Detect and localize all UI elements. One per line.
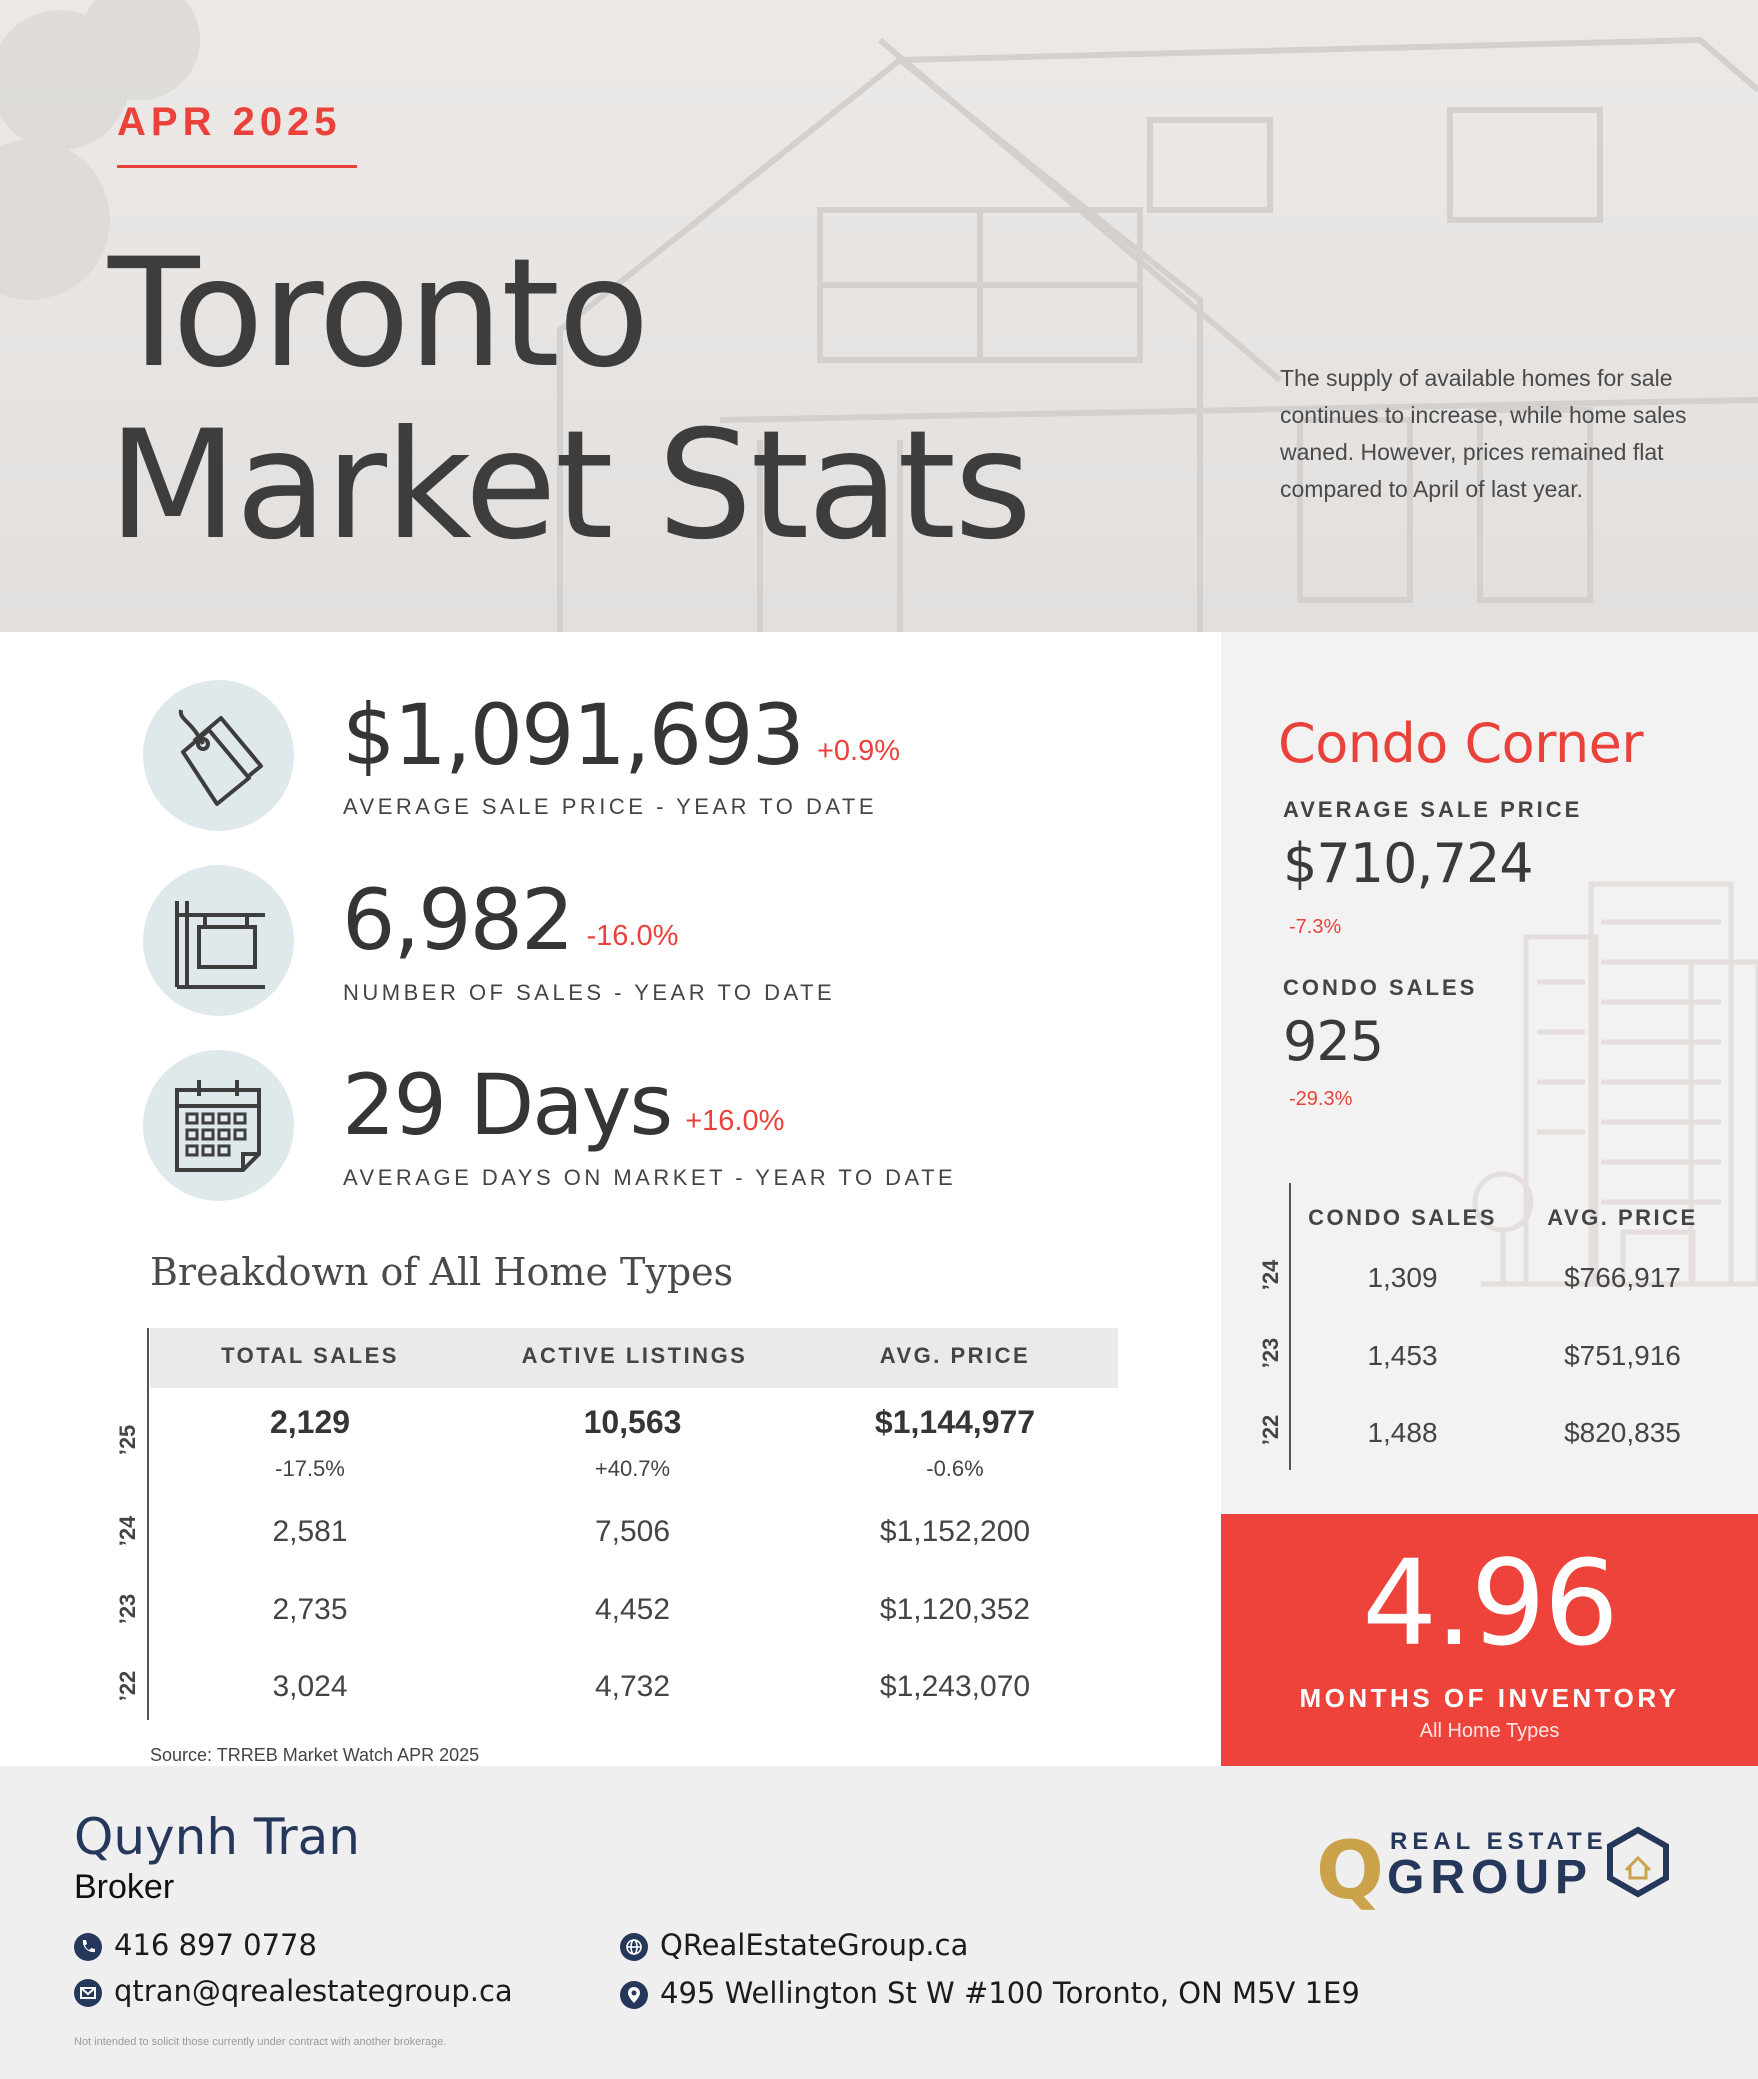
row-year-23: ’23 bbox=[115, 1593, 140, 1625]
phone-link[interactable]: 416 897 0778 bbox=[114, 1928, 317, 1962]
table-row-cell: $1,152,200 bbox=[879, 1515, 1031, 1548]
logo-letter: Q bbox=[1316, 1824, 1385, 1910]
table-row-cell: $766,917 bbox=[1564, 1262, 1681, 1293]
title-line-2: Market Stats bbox=[108, 399, 1031, 573]
logo-text-bottom: GROUP bbox=[1387, 1851, 1594, 1904]
condo-sales-label: CONDO SALES bbox=[1283, 975, 1478, 1000]
price-tag-icon bbox=[143, 680, 294, 831]
col-total-sales: TOTAL SALES bbox=[221, 1343, 399, 1368]
table-row-cell: 1,309 bbox=[1367, 1262, 1438, 1293]
page-title bbox=[108, 228, 1030, 572]
table-row-cell: $820,835 bbox=[1564, 1417, 1681, 1448]
condo-col-avg-price: AVG. PRICE bbox=[1547, 1205, 1698, 1230]
table-row-cell: 1,488 bbox=[1367, 1417, 1438, 1448]
table-row-cell: $1,120,352 bbox=[879, 1593, 1031, 1626]
sale-sign-icon bbox=[143, 865, 294, 1016]
email-icon bbox=[74, 1979, 102, 2007]
source-note: Source: TRREB Market Watch APR 2025 bbox=[150, 1745, 480, 1765]
col-avg-price: AVG. PRICE bbox=[879, 1343, 1031, 1368]
col-active-listings: ACTIVE LISTINGS bbox=[521, 1343, 748, 1368]
table-row-cell: $1,243,070 bbox=[879, 1670, 1031, 1703]
condo-row-year-24: ’24 bbox=[1258, 1259, 1283, 1291]
row-year-25: ’25 bbox=[115, 1424, 140, 1456]
current-active-listings: 10,563 bbox=[583, 1404, 682, 1440]
email-link[interactable]: qtran@qrealestategroup.ca bbox=[114, 1974, 513, 2008]
avg-sale-price-value: $1,091,693 +0.9% bbox=[342, 686, 900, 784]
agent-name: Quynh Tran bbox=[74, 1808, 360, 1866]
months-of-inventory-subtitle: All Home Types bbox=[1419, 1720, 1560, 1742]
months-of-inventory-label: MONTHS OF INVENTORY bbox=[1299, 1683, 1680, 1713]
row-year-24: ’24 bbox=[115, 1515, 140, 1547]
days-on-market-change: +16.0% bbox=[685, 1105, 785, 1137]
days-on-market-label: AVERAGE DAYS ON MARKET - YEAR TO DATE bbox=[343, 1165, 957, 1190]
date-underline bbox=[117, 165, 357, 168]
table-row-cell: 1,453 bbox=[1367, 1340, 1438, 1371]
current-total-sales-change: -17.5% bbox=[275, 1456, 345, 1481]
avg-sale-price-label: AVERAGE SALE PRICE - YEAR TO DATE bbox=[343, 794, 878, 819]
disclaimer: Not intended to solicit those currently under contract with another brokerage. bbox=[74, 2036, 447, 2048]
logo-text-top: REAL ESTATE bbox=[1390, 1828, 1608, 1855]
breakdown-title: Breakdown of All Home Types bbox=[150, 1250, 734, 1294]
condo-table-axis bbox=[1289, 1183, 1291, 1470]
current-avg-price: $1,144,977 bbox=[874, 1404, 1036, 1440]
report-date: APR 2025 bbox=[117, 100, 342, 144]
intro-text: The supply of available homes for sale continues to increase, while home sales waned. However, prices remained flat compared to April of last year. bbox=[1280, 365, 1687, 502]
condo-row-year-22: ’22 bbox=[1258, 1414, 1283, 1446]
current-active-listings-change: +40.7% bbox=[594, 1456, 671, 1481]
breakdown-table-axis bbox=[147, 1328, 149, 1720]
current-total-sales: 2,129 bbox=[269, 1404, 351, 1440]
hero-banner bbox=[0, 0, 1758, 632]
table-row-cell: $751,916 bbox=[1564, 1340, 1681, 1371]
condo-row-year-23: ’23 bbox=[1258, 1337, 1283, 1369]
phone-icon bbox=[74, 1933, 102, 1961]
globe-icon bbox=[620, 1933, 648, 1961]
number-of-sales-value: 6,982 -16.0% bbox=[342, 871, 679, 969]
months-of-inventory-value: 4.96 bbox=[1362, 1534, 1617, 1672]
condo-sales-change: -29.3% bbox=[1289, 1088, 1353, 1110]
avg-sale-price-change: +0.9% bbox=[816, 735, 900, 767]
condo-sales-value: 925 bbox=[1283, 1010, 1384, 1073]
agent-title: Broker bbox=[74, 1868, 175, 1906]
table-row-cell: 4,452 bbox=[594, 1593, 671, 1626]
condo-avg-price-label: AVERAGE SALE PRICE bbox=[1283, 797, 1583, 822]
table-row-cell: 3,024 bbox=[272, 1670, 348, 1703]
calendar-icon bbox=[143, 1050, 294, 1201]
condo-avg-price-change: -7.3% bbox=[1289, 916, 1342, 938]
location-pin-icon bbox=[620, 1981, 648, 2009]
table-row-cell: 2,581 bbox=[272, 1515, 348, 1548]
office-address: 495 Wellington St W #100 Toronto, ON M5V 1E9 bbox=[660, 1976, 1360, 2010]
table-row-cell: 4,732 bbox=[594, 1670, 671, 1703]
condo-corner-title: Condo Corner bbox=[1278, 712, 1644, 775]
current-avg-price-change: -0.6% bbox=[926, 1456, 984, 1481]
title-line-1: Toronto bbox=[108, 227, 648, 401]
condo-col-sales: CONDO SALES bbox=[1308, 1205, 1497, 1230]
website-link[interactable]: QRealEstateGroup.ca bbox=[660, 1928, 969, 1962]
days-on-market-value: 29 Days +16.0% bbox=[342, 1056, 785, 1154]
condo-avg-price-value: $710,724 bbox=[1283, 832, 1533, 895]
number-of-sales-label: NUMBER OF SALES - YEAR TO DATE bbox=[343, 980, 836, 1005]
table-row-cell: 2,735 bbox=[272, 1593, 348, 1626]
table-row-cell: 7,506 bbox=[594, 1515, 671, 1548]
row-year-22: ’22 bbox=[115, 1670, 140, 1702]
number-of-sales-change: -16.0% bbox=[586, 920, 679, 952]
